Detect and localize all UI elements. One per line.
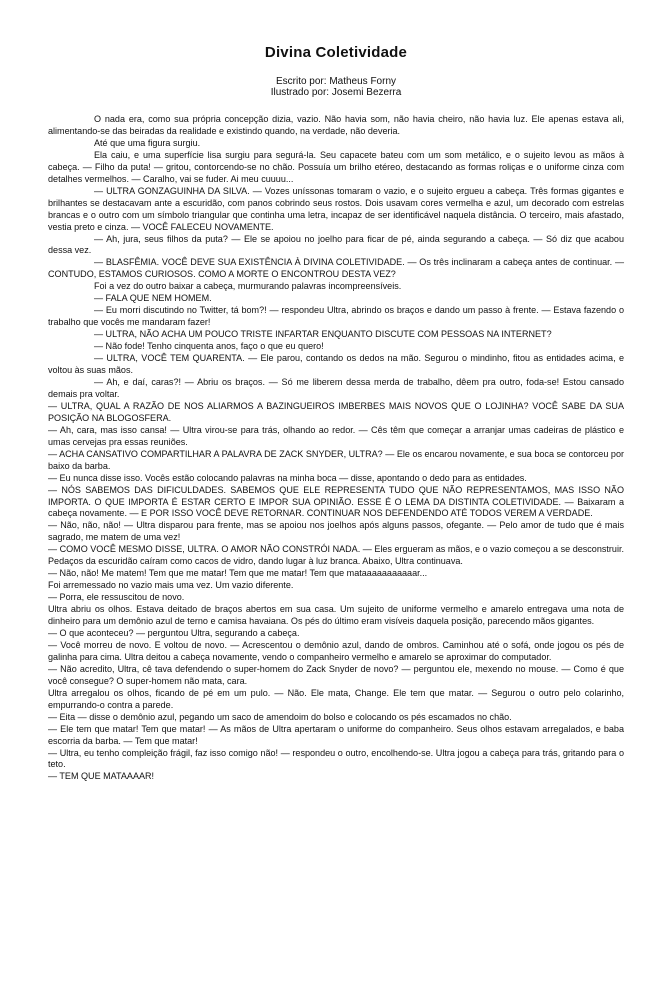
story-paragraph: Ultra abriu os olhos. Estava deitado de braços abertos em sua casa. Um sujeito de uniforme vermelho e amarelo entregava uma nota de dinheiro para um demônio azul de terno e camisa havaiana. Os pés do último eram visíveis daquela posição, parecendo mãos gigantes. — [48, 604, 624, 627]
story-paragraph: — Porra, ele ressuscitou de novo. — [48, 592, 185, 603]
story-paragraph: — Não, não! Me matem! Tem que me matar! Tem que me matar! Tem que mataaaaaaaaaaar... — [48, 568, 428, 579]
credits-block — [48, 77, 624, 98]
story-paragraph: Foi arremessado no vazio mais uma vez. Um vazio diferente. — [48, 580, 294, 591]
story-title: Divina Coletividade — [264, 44, 408, 61]
story-paragraph: — Eu morri discutindo no Twitter, tá bom?! — respondeu Ultra, abrindo os braços e dando um passo à frente. — Estava fazendo o trabalho que vocês me mandaram fazer! — [48, 305, 624, 328]
story-paragraph: — ULTRA GONZAGUINHA DA SILVA. — Vozes uníssonas tomaram o vazio, e o sujeito ergueu a cabeça. Três formas gigantes e brilhantes se destacavam ante a escuridão, com panos cobrindo seus rostos. Dois usavam cores vermelha e azul, um decorado com estrelas brancas e o outro com um símbolo triangular que continha uma letra, incapaz de ser identificável naquela distância. O terceiro, mais afastado, vestia preto e cinza. — VOCÊ FALECEU NOVAMENTE. — [48, 185, 624, 232]
story-paragraph: — Ultra, eu tenho compleição frágil, faz isso comigo não! — respondeu o outro, encolhendo-se. Ultra jogou a cabeça para trás, gritando para o teto. — [48, 747, 624, 770]
author-credit: Escrito por: Matheus Forny — [275, 76, 397, 87]
story-paragraph: — O que aconteceu? — perguntou Ultra, segurando a cabeça. — [48, 627, 300, 638]
illustrator-credit: Ilustrado por: Josemi Bezerra — [270, 86, 402, 98]
story-paragraph: — COMO VOCÊ MESMO DISSE, ULTRA. O AMOR NÃO CONSTRÓI NADA. — Eles ergueram as mãos, e o vazio começou a se desconstruir. Pedaços da escuridão caíram como cacos de vidro, dando lugar à luz branca. Abaixo, Ultra continuava. — [48, 544, 624, 567]
story-paragraph: — Não fode! Tenho cinquenta anos, faço o que eu quero! — [94, 341, 324, 352]
story-paragraph: — ACHA CANSATIVO COMPARTILHAR A PALAVRA DE ZACK SNYDER, ULTRA? — Ele os encarou novamente, e sua boca se contorceu por baixo da barba. — [48, 448, 624, 471]
story-paragraph: — Ah, e daí, caras?! — Abriu os braços. — Só me liberem dessa merda de trabalho, dêem pra outro, foda-se! Estou cansado demais pra voltar. — [48, 376, 624, 399]
story-paragraph: Foi a vez do outro baixar a cabeça, murmurando palavras incompreensíveis. — [94, 281, 402, 292]
story-paragraph: — Não, não, não! — Ultra disparou para frente, mas se apoiou nos joelhos após alguns passos, ofegante. — Pelo amor de tudo que é mais sagrado, me matem de uma vez! — [48, 520, 624, 543]
story-paragraph: Ela caiu, e uma superfície lisa surgiu para segurá-la. Seu capacete bateu com um som metálico, e o sujeito levou as mãos à cabeça. — Filho da puta! — gritou, contorcendo-se no chão. Possuía um brilho etéreo, destacando as formas roliças e o uniforme cinza com detalhes vermelhos. — Caralho, vai se fuder. Ai meu cuuuu... — [48, 149, 624, 184]
story-paragraph: Ultra arregalou os olhos, ficando de pé em um pulo. — Não. Ele mata, Change. Ele tem que matar. — Segurou o outro pelo colarinho, empurrando-o contra a parede. — [48, 687, 624, 710]
story-paragraph: O nada era, como sua própria concepção dizia, vazio. Não havia som, não havia cheiro, não havia luz. Ele apenas estava ali, alimentando-se das beiradas da realidade e existindo quando, na verdade, não deveria. — [48, 114, 624, 136]
story-paragraph: — Você morreu de novo. E voltou de novo. — Acrescentou o demônio azul, dando de ombros. Caminhou até o sofá, onde jogou os pés de galinha para cima. Ultra deitou a cabeça novamente, vendo o companheiro vermelho e amarelo se aproximar do computador. — [48, 639, 624, 662]
story-paragraph: — Não acredito, Ultra, cê tava defendendo o super-homem do Zack Snyder de novo? — perguntou ele, mexendo no mouse. — Como é que você consegue? O super-homem não mata, cara. — [48, 663, 624, 686]
document-page — [48, 44, 624, 783]
story-paragraph: — Eita — disse o demônio azul, pegando um saco de amendoim do bolso e colocando os pés escamados no chão. — [48, 711, 512, 722]
story-paragraph: — BLASFÊMIA. VOCÊ DEVE SUA EXISTÊNCIA À DIVINA COLETIVIDADE. — Os três inclinaram a cabeça antes de continuar. — CONTUDO, ESTAMOS CURIOSOS. COMO A MORTE O ENCONTROU DESTA VEZ? — [48, 257, 624, 280]
story-paragraph: — Ah, jura, seus filhos da puta? — Ele se apoiou no joelho para ficar de pé, ainda segurando a cabeça. — Só diz que acabou dessa vez. — [48, 233, 624, 256]
story-paragraph: — Eu nunca disse isso. Vocês estão colocando palavras na minha boca — disse, apontando o dedo para as entidades. — [48, 472, 527, 483]
story-paragraph: — NÓS SABEMOS DAS DIFICULDADES. SABEMOS QUE ELE REPRESENTA TUDO QUE NÃO REPRESENTAMOS, MAS ISSO NÃO IMPORTA. O QUE IMPORTA É ESTAR CERTO E IMPOR SUA OPINIÃO. ESSE É O LEMA DA DISTINTA COLETIVIDADE. — Baixaram a cabeça novamente. — E POR ISSO VOCÊ DEVE RETORNAR. CONTINUAR NOS DEFENDENDO ATÉ TODOS VEREM A VERDADE. — [48, 484, 624, 519]
story-paragraph: — ULTRA, NÃO ACHA UM POUCO TRISTE INFARTAR ENQUANTO DISCUTE COM PESSOAS NA INTERNET? — [94, 329, 552, 340]
story-paragraph: Até que uma figura surgiu. — [94, 137, 201, 148]
story-paragraph: — Ah, cara, mas isso cansa! — Ultra virou-se para trás, olhando ao redor. — Cês têm que começar a arranjar umas cadeiras de plástico e umas cervejas pra essas reuniões. — [48, 424, 624, 447]
story-body — [48, 114, 624, 783]
story-paragraph: — ULTRA, QUAL A RAZÃO DE NOS ALIARMOS A BAZINGUEIROS IMBERBES MAIS NOVOS QUE O LOJINHA? VOCÊ SABE DA SUA POSIÇÃO NA BLOGOSFERA. — [48, 400, 624, 423]
story-paragraph: — FALA QUE NEM HOMEM. — [94, 293, 212, 304]
story-paragraph: — ULTRA, VOCÊ TEM QUARENTA. — Ele parou, contando os dedos na mão. Segurou o mindinho, fitou as entidades acima, e voltou às suas mãos. — [48, 353, 624, 376]
story-paragraph: — Ele tem que matar! Tem que matar! — As mãos de Ultra apertaram o uniforme do companheiro. Seus olhos estavam arregalados, e baba escorria da barba. — Tem que matar! — [48, 723, 624, 746]
story-paragraph: — TEM QUE MATAAAAR! — [48, 771, 155, 782]
